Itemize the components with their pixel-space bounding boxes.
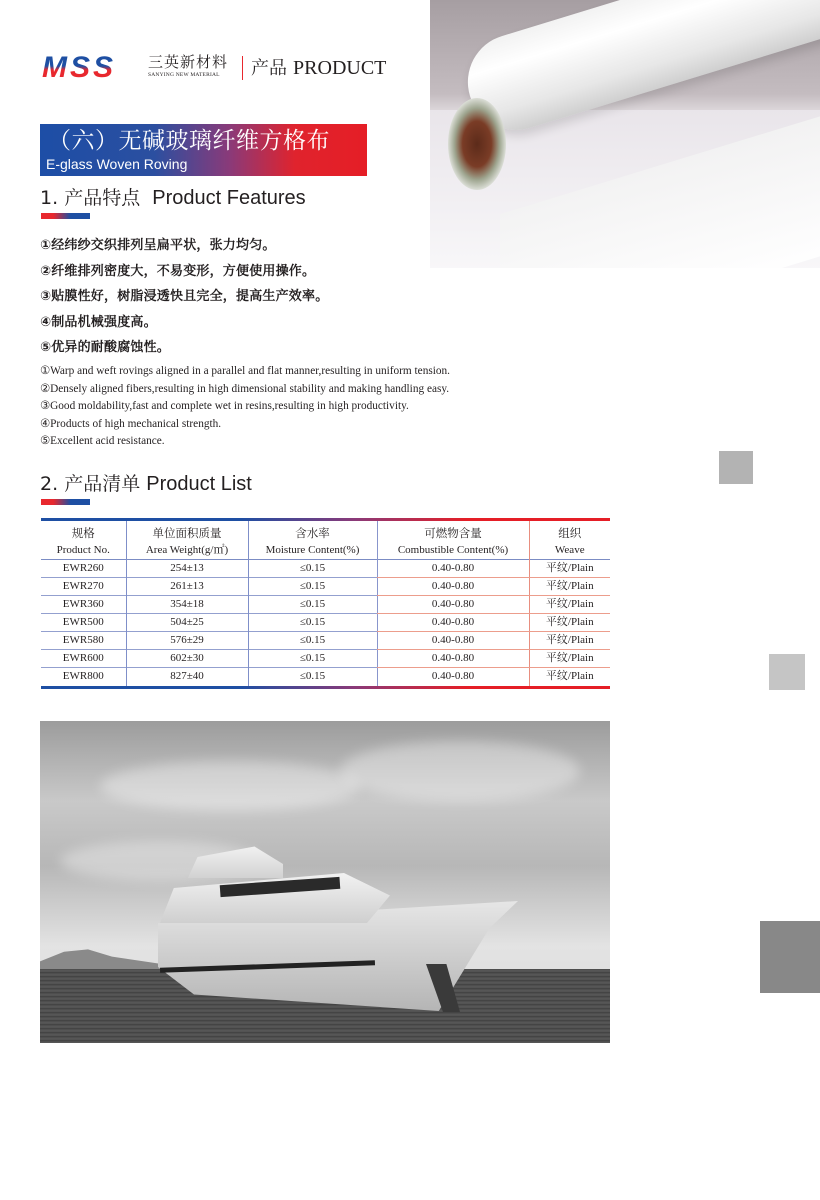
cell-area-weight: 354±18 — [126, 596, 248, 614]
feature-item-en: ①Warp and weft rovings aligned in a parallel and flat manner,resulting in uniform tension. — [40, 365, 451, 377]
company-name-cn: 三英新材料 — [148, 53, 229, 71]
cell-weave: 平纹/Plain — [529, 650, 610, 668]
cell-combustible: 0.40-0.80 — [377, 614, 529, 632]
section-heading-en: Product Features — [152, 187, 306, 209]
section-underline-bar — [41, 499, 90, 505]
cell-moisture: ≤0.15 — [248, 560, 377, 578]
feature-item-cn: ④制品机械强度高。 — [40, 314, 157, 330]
section-heading-en: Product List — [146, 473, 252, 495]
decorative-square — [719, 451, 753, 484]
section-number: 2. — [40, 473, 59, 495]
features-list-en — [40, 363, 450, 451]
logo-company-name — [148, 52, 238, 78]
column-header-moisture: 含水率 Moisture Content(%) — [248, 521, 377, 560]
section-underline-bar — [41, 213, 90, 219]
table-bottom-rule — [41, 686, 610, 689]
company-name-en: SANYING NEW MATERIAL — [148, 72, 220, 78]
section-heading-features — [40, 186, 306, 210]
decorative-square — [769, 654, 805, 690]
feature-item-en: ⑤Excellent acid resistance. — [40, 435, 165, 448]
feature-item-en: ②Densely aligned fibers,resulting in high dimensional stability and making handling easy. — [40, 382, 450, 395]
table-header-row — [41, 521, 610, 560]
cell-product-no: EWR270 — [62, 580, 104, 592]
cell-moisture: ≤0.15 — [248, 578, 377, 596]
cell-moisture: ≤0.15 — [248, 596, 377, 614]
section-number: 1. — [40, 187, 59, 209]
cell-product-no: EWR360 — [62, 598, 104, 610]
cell-combustible: 0.40-0.80 — [377, 650, 529, 668]
product-table — [41, 518, 610, 686]
table-row — [41, 560, 610, 578]
cell-weave: 平纹/Plain — [529, 632, 610, 650]
logo-mark: MSS — [42, 51, 117, 84]
cell-combustible: 0.40-0.80 — [377, 578, 529, 596]
company-logo — [42, 51, 387, 84]
table-top-rule — [41, 518, 610, 521]
feature-item-cn: ⑤优异的耐酸腐蚀性。 — [40, 340, 171, 356]
feature-item-cn: ②纤维排列密度大，不易变形，方便使用操作。 — [40, 263, 316, 279]
section-heading-cn: 产品清单 — [64, 473, 141, 495]
cell-combustible: 0.40-0.80 — [377, 632, 529, 650]
photo-cloud — [340, 741, 580, 801]
cell-moisture: ≤0.15 — [248, 614, 377, 632]
cell-weave: 平纹/Plain — [529, 560, 610, 578]
feature-item-en: ④Products of high mechanical strength. — [40, 417, 222, 430]
table-row — [41, 596, 610, 614]
product-title-en: E-glass Woven Roving — [46, 156, 188, 172]
cell-product-no: EWR500 — [62, 616, 104, 628]
cell-weave: 平纹/Plain — [529, 614, 610, 632]
cell-product-no: EWR260 — [62, 562, 104, 574]
feature-item-en: ③Good moldability,fast and complete wet in resins,resulting in high productivity. — [40, 400, 409, 413]
cell-combustible: 0.40-0.80 — [377, 560, 529, 578]
column-header-area-weight: 单位面积质量 Area Weight(g/㎡) — [126, 521, 248, 560]
cell-combustible: 0.40-0.80 — [377, 668, 529, 686]
section-heading-cn: 产品特点 — [64, 187, 141, 209]
section-heading-product-list — [40, 472, 252, 496]
photo-roll-core — [448, 98, 506, 190]
cell-area-weight: 576±29 — [126, 632, 248, 650]
header-section-en: PRODUCT — [293, 57, 387, 79]
features-list-cn — [40, 233, 328, 361]
cell-area-weight: 504±25 — [126, 614, 248, 632]
table-row — [41, 614, 610, 632]
cell-combustible: 0.40-0.80 — [377, 596, 529, 614]
header-divider — [242, 56, 243, 80]
cell-product-no: EWR800 — [62, 670, 104, 683]
table-row — [41, 668, 610, 686]
product-title-cn: （六）无碱玻璃纤维方格布 — [48, 128, 330, 154]
photo-cloud — [100, 761, 360, 811]
column-header-product-no: 规格 Product No. — [56, 526, 110, 556]
cell-weave: 平纹/Plain — [529, 668, 610, 686]
feature-item-cn: ③贴膜性好，树脂浸透快且完全，提高生产效率。 — [40, 289, 329, 305]
product-photo-fabric-roll — [430, 0, 820, 268]
photo-hills — [40, 947, 160, 971]
cell-area-weight: 602±30 — [126, 650, 248, 668]
product-title-banner — [40, 124, 367, 176]
feature-item-cn: ①经纬纱交织排列呈扁平状，张力均匀。 — [40, 238, 276, 253]
decorative-square — [760, 921, 820, 993]
cell-area-weight: 827±40 — [126, 668, 248, 686]
application-photo-yacht — [40, 721, 610, 1043]
table-row — [41, 578, 610, 596]
cell-moisture: ≤0.15 — [248, 650, 377, 668]
cell-product-no: EWR580 — [62, 634, 104, 646]
header-section-title — [251, 56, 386, 81]
cell-product-no: EWR600 — [62, 652, 104, 664]
table-row — [41, 650, 610, 668]
cell-weave: 平纹/Plain — [529, 596, 610, 614]
cell-moisture: ≤0.15 — [248, 632, 377, 650]
header-section-cn: 产品 — [251, 58, 287, 79]
cell-moisture: ≤0.15 — [248, 668, 377, 686]
cell-weave: 平纹/Plain — [529, 578, 610, 596]
cell-area-weight: 254±13 — [126, 560, 248, 578]
column-header-weave: 组织 Weave — [529, 521, 610, 560]
table-row — [41, 632, 610, 650]
column-header-combustible: 可燃物含量 Combustible Content(%) — [377, 521, 529, 560]
cell-area-weight: 261±13 — [126, 578, 248, 596]
